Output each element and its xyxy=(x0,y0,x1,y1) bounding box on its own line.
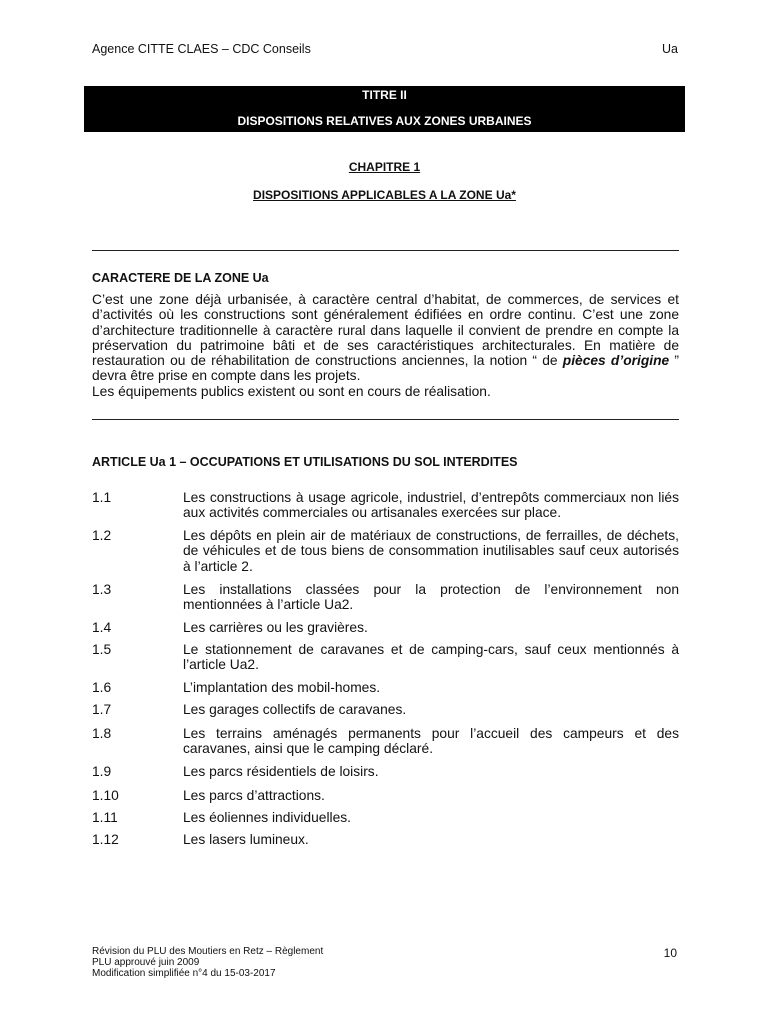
item-text: Le stationnement de caravanes et de camping-cars, sauf ceux mentionnés à l’article Ua2. xyxy=(183,642,679,673)
item-text: Les parcs d’attractions. xyxy=(183,788,325,803)
caractere-paragraph xyxy=(92,292,679,399)
item-number: 1.5 xyxy=(92,642,112,657)
item-number: 1.1 xyxy=(92,490,112,505)
item-number: 1.12 xyxy=(92,832,119,847)
divider xyxy=(92,250,679,251)
item-text: Les dépôts en plein air de matériaux de constructions, de ferrailles, de déchets, de véhicules et de tous biens de consommation inutilisables sauf ceux autorisés à l’article 2. xyxy=(183,528,679,574)
caractere-heading: CARACTERE DE LA ZONE Ua xyxy=(92,271,269,285)
footer-line-3: Modification simplifiée n°4 du 15-03-2017 xyxy=(92,968,276,979)
item-number: 1.10 xyxy=(92,788,119,803)
item-number: 1.9 xyxy=(92,764,112,779)
item-number: 1.8 xyxy=(92,726,112,741)
title-line-1: TITRE II xyxy=(362,88,407,102)
item-number: 1.6 xyxy=(92,680,112,695)
title-line-2: DISPOSITIONS RELATIVES AUX ZONES URBAINES xyxy=(237,114,532,128)
item-number: 1.2 xyxy=(92,528,112,543)
article-heading: ARTICLE Ua 1 – OCCUPATIONS ET UTILISATIONS DU SOL INTERDITES xyxy=(92,455,518,469)
item-text: Les parcs résidentiels de loisirs. xyxy=(183,764,379,779)
footer-line-1: Révision du PLU des Moutiers en Retz – Règlement xyxy=(92,946,324,957)
item-text: Les garages collectifs de caravanes. xyxy=(183,702,407,717)
item-text: Les lasers lumineux. xyxy=(183,832,309,847)
item-text: Les terrains aménagés permanents pour l’accueil des campeurs et des caravanes, ainsi que le camping déclaré. xyxy=(183,726,679,757)
item-number: 1.7 xyxy=(92,702,112,717)
item-text: L’implantation des mobil-homes. xyxy=(183,680,381,695)
title-banner xyxy=(84,86,685,132)
caractere-text-part1: C’est une zone déjà urbanisée, à caractère central d’habitat, de commerces, de services et d’activités où les constructions sont généralement édifiées en ordre continu. C’est une zone d’architecture traditionnelle à caractère rural dans laquelle il convient de prendre en compte la préservation du patrimoine bâti et de ses caractéristiques architecturales. En matière de restauration ou de réhabilitation de constructions anciennes, la notion “ de xyxy=(92,292,679,369)
item-text: Les constructions à usage agricole, industriel, d’entrepôts commerciaux non liés aux activités commerciales ou artisanales exercées sur place. xyxy=(183,490,679,521)
header-right: Ua xyxy=(662,42,678,56)
header-left: Agence CITTE CLAES – CDC Conseils xyxy=(92,42,311,56)
item-number: 1.3 xyxy=(92,582,112,597)
item-text: Les éoliennes individuelles. xyxy=(183,810,351,825)
chapter-heading: DISPOSITIONS APPLICABLES A LA ZONE Ua* xyxy=(253,188,516,202)
page-footer xyxy=(92,946,679,979)
item-number: 1.11 xyxy=(92,810,118,825)
page-number: 10 xyxy=(663,946,677,960)
divider xyxy=(92,419,679,420)
item-number: 1.4 xyxy=(92,620,112,635)
item-text: Les carrières ou les gravières. xyxy=(183,620,368,635)
item-text: Les installations classées pour la protection de l’environnement non mentionnées à l’article Ua2. xyxy=(183,582,679,613)
caractere-emphasis: pièces d’origine xyxy=(562,353,670,369)
footer-line-2: PLU approuvé juin 2009 xyxy=(92,957,200,968)
caractere-text-part2: ” devra être prise en compte dans les projets. xyxy=(92,353,679,384)
caractere-line2: Les équipements publics existent ou sont en cours de réalisation. xyxy=(92,383,491,399)
chapter-number: CHAPITRE 1 xyxy=(348,160,421,174)
page-header xyxy=(92,42,678,57)
